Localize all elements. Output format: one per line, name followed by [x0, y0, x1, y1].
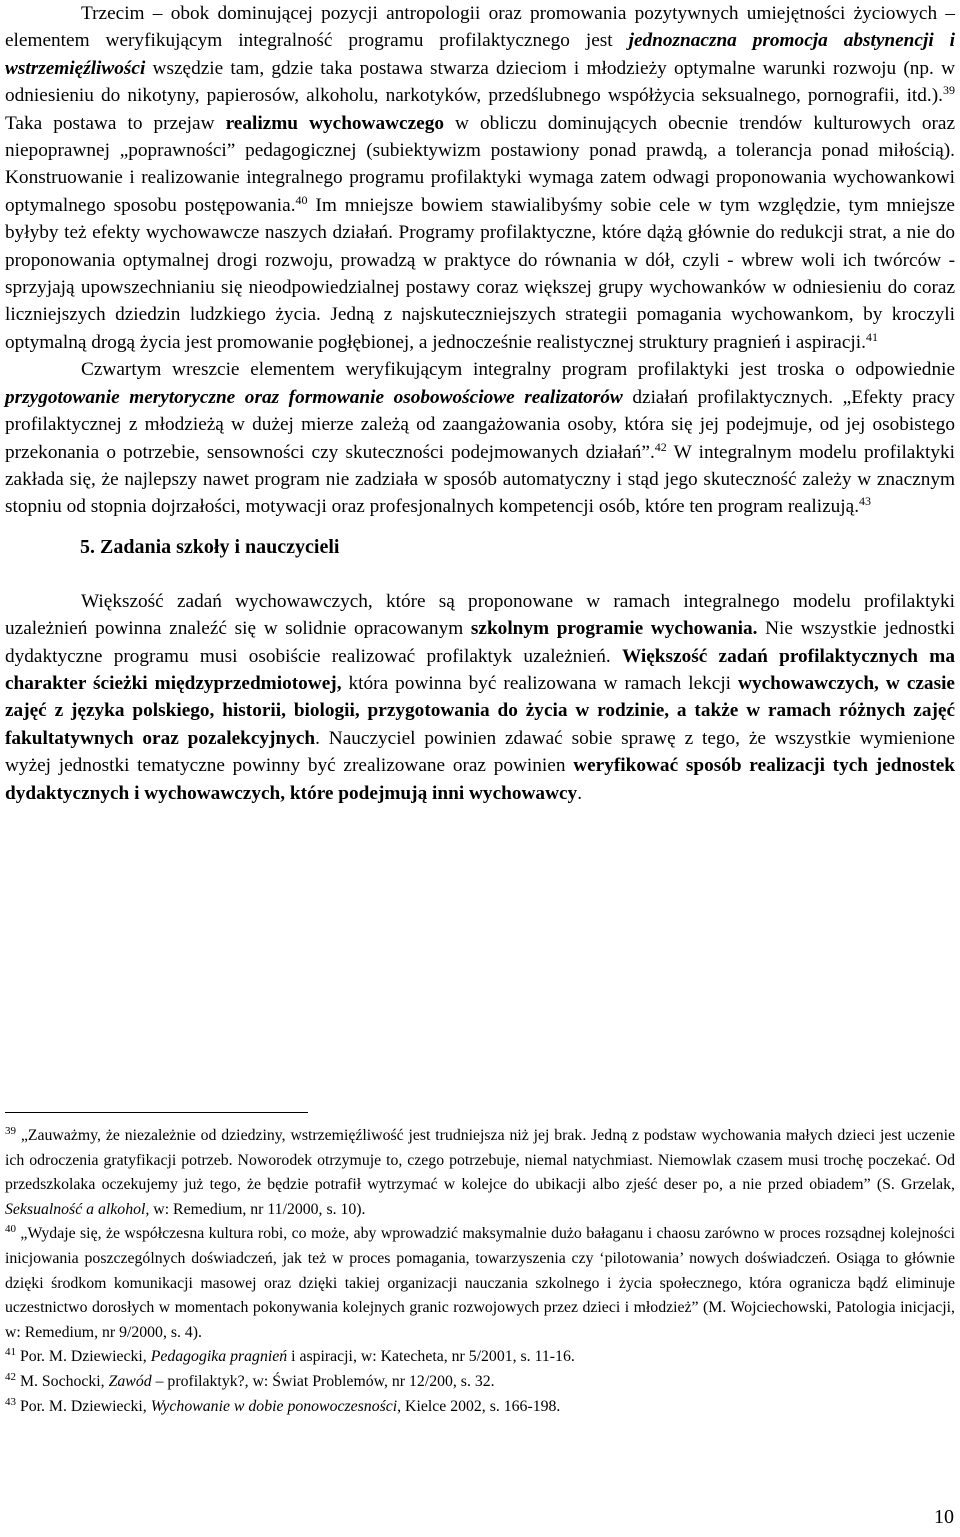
emphasis-realism: realizmu wychowawczego: [225, 112, 445, 134]
footnote-number: 42: [5, 1370, 16, 1383]
section-heading: 5. Zadania szkoły i nauczycieli: [80, 535, 340, 558]
paragraph-2: Czwartym wreszcie elementem weryfikującym integralny program profilaktyki jest troska o odpowiednie przygotowanie merytoryczne oraz formowanie osobowościowe realizatorów działań profilaktycznych. „Efekty pracy profilaktycznej z młodzieżą w dużej mierze zależą od zaangażowania osoby, która się jej podejmuje, od jej osobistego przekonania o potrzebie, sensowności czy skuteczności podejmowanych działań”.$^{42}$ W integralnym modelu profilaktyki zakłada się, że najlepszy nawet program nie zadziała w sposób automatyczny i stąd jego skuteczność zależy w znacznym stopniu od stopnia dojrzałości, motywacji oraz profesjonalnych kompetencji osób, które ten program realizują.$^{43}$: [5, 359, 956, 518]
paragraph-1: Trzecim – obok dominującej pozycji antropologii oraz promowania pozytywnych umiejętności życiowych – elementem weryfikującym integralność programu profilaktycznego jest jednoznaczna promocja abstynencji i wstrzemięźliwości wszędzie tam, gdzie taka postawa stwarza dzieciom i młodzieży optymalne warunki rozwoju (np. w odniesieniu do nikotyny, papierosów, alkoholu, narkotyków, przedślubnego współżycia seksualnego, pornografii, itd.).$^{39}$ Taka postawa to przejaw realizmu wychowawczego w obliczu dominujących obecnie trendów kulturowych oraz niepoprawnej „poprawności” pedagogicznej (subiektywizm postawiony ponad prawdą, a tolerancja ponad miłością). Konstruowanie i realizowanie integralnego programu profilaktyki wymaga zatem odwagi proponowania wychowankowi optymalnego sposobu postępowania.$^{40}$ Im mniejsze bowiem stawialibyśmy sobie cele w tym względzie, tym mniejsze byłyby też efekty wychowawcze naszych działań. Programy profilaktyczne, które dążą głównie do redukcji strat, a nie do proponowania optymalnej drogi rozwoju, prowadzą w praktyce do równania w dół, czyli - wbrew woli ich twórców - sprzyjają upowszechnianiu się nieodpowiedzialnej postawy coraz większej grupy wychowanków w odniesieniu do coraz liczniejszych dziedzin ludzkiego życia. Jedną z najskuteczniejszych strategii pomagania wychowankom, by kroczyli optymalną drogą życia jest promowanie pogłębionej, a jednocześnie realistycznej struktury pragnień i aspiracji.$^{41}$: [5, 3, 956, 353]
footnote-separator: [5, 1112, 308, 1113]
emphasis-preparation: przygotowanie merytoryczne oraz formowanie osobowościowe realizatorów: [5, 386, 623, 408]
emphasis-lessons: wychowawczych, w czasie zajęć z języka polskiego, historii, biologii, przygotowania do życia w rodzinie, a także w ramach różnych zajęć fakultatywnych oraz pozalekcyjnych: [5, 672, 955, 749]
emphasis-abstinence: jednoznaczna promocja abstynencji i wstrzemięźliwości: [5, 30, 955, 79]
footnote-41: $^{41}$ Por. M. Dziewiecki, Pedagogika pragnień i aspiracji, w: Katecheta, nr 5/2001, s. 11-16.: [5, 1346, 575, 1366]
footnote-ref-41[interactable]: 41: [865, 329, 878, 344]
footnote-ref-40[interactable]: 40: [295, 192, 308, 207]
footnote-ref-39[interactable]: 39: [943, 83, 955, 98]
footnote-42: $^{42}$ M. Sochocki, Zawód – profilaktyk?, w: Świat Problemów, nr 12/200, s. 32.: [5, 1370, 495, 1390]
footnote-43: $^{43}$ Por. M. Dziewiecki, Wychowanie w dobie ponowoczesności, Kielce 2002, s. 166-198.: [5, 1395, 561, 1415]
footnote-number: 40: [5, 1223, 16, 1236]
footnote-number: 43: [5, 1395, 16, 1408]
footnote-number: 41: [5, 1346, 16, 1359]
footnote-ref-43[interactable]: 43: [859, 494, 872, 509]
main-text: [5, 0, 955, 807]
emphasis-crosscurricular: Większość zadań profilaktycznych ma charakter ścieżki międzyprzedmiotowej,: [5, 645, 955, 694]
footnote-number: 39: [5, 1125, 16, 1137]
footnote-ref-42[interactable]: 42: [654, 439, 667, 454]
footnotes: [5, 1124, 955, 1419]
emphasis-school-program: szkolnym programie wychowania.: [470, 618, 758, 640]
footnote-39: $^{39}$ „Zauważmy, że niezależnie od dziedziny, wstrzemięźliwość jest trudniejsza niż jej brak. Jedną z podstaw wychowania małych dzieci jest uczenie ich odroczenia gratyfikacji potrzeb. Noworodek otrzymuje to, czego potrzebuje, niemal natychmiast. Niemowlak czasem musi trochę poczekać. Od przedszkolaka oczekujemy już tego, że będzie potrafił wytrzymać w kolejce do ubikacji albo zjeść deser po, a nie przed obiadem” (S. Grzelak, Seksualność a alkohol, w: Remedium, nr 11/2000, s. 10).: [5, 1125, 955, 1218]
footnote-40: $^{40}$ „Wydaje się, że współczesna kultura robi, co może, aby wprowadzić maksymalnie dużo bałaganu i chaosu zarówno w proces rozsądnej kolejności inicjowania poszczególnych doświadczeń, jak też w proces pomagania, towarzyszenia czy ‘pilotowania’ nowych doświadczeń. Osiąga to głównie dzięki środkom komunikacji masowej oraz dzięki takiej organizacji nauczania szkolnego i życia społecznego, która ogranicza bądź eliminuje uczestnictwo dorosłych w momentach pokonywania kolejnych granic rozwojowych przez dzieci i młodzież” (M. Wojciechowski, Patologia inicjacji, w: Remedium, nr 9/2000, s. 4).: [5, 1223, 955, 1341]
page-number: 10: [934, 1506, 954, 1528]
emphasis-verify: weryfikować sposób realizacji tych jednostek dydaktycznych i wychowawczych, które podejmują inni wychowawcy: [5, 755, 955, 804]
paragraph-3: Większość zadań wychowawczych, które są proponowane w ramach integralnego modelu profilaktyki uzależnień powinna znaleźć się w solidnie opracowanym szkolnym programie wychowania. Nie wszystkie jednostki dydaktyczne programu musi osobiście realizować profilaktyk uzależnień. Większość zadań profilaktycznych ma charakter ścieżki międzyprzedmiotowej, która powinna być realizowana w ramach lekcji wychowawczych, w czasie zajęć z języka polskiego, historii, biologii, przygotowania do życia w rodzinie, a także w ramach różnych zajęć fakultatywnych oraz pozalekcyjnych. Nauczyciel powinien zdawać sobie sprawę z tego, że wszystkie wymienione wyżej jednostki tematyczne powinny być zrealizowane oraz powinien weryfikować sposób realizacji tych jednostek dydaktycznych i wychowawczych, które podejmują inni wychowawcy.: [5, 590, 956, 804]
